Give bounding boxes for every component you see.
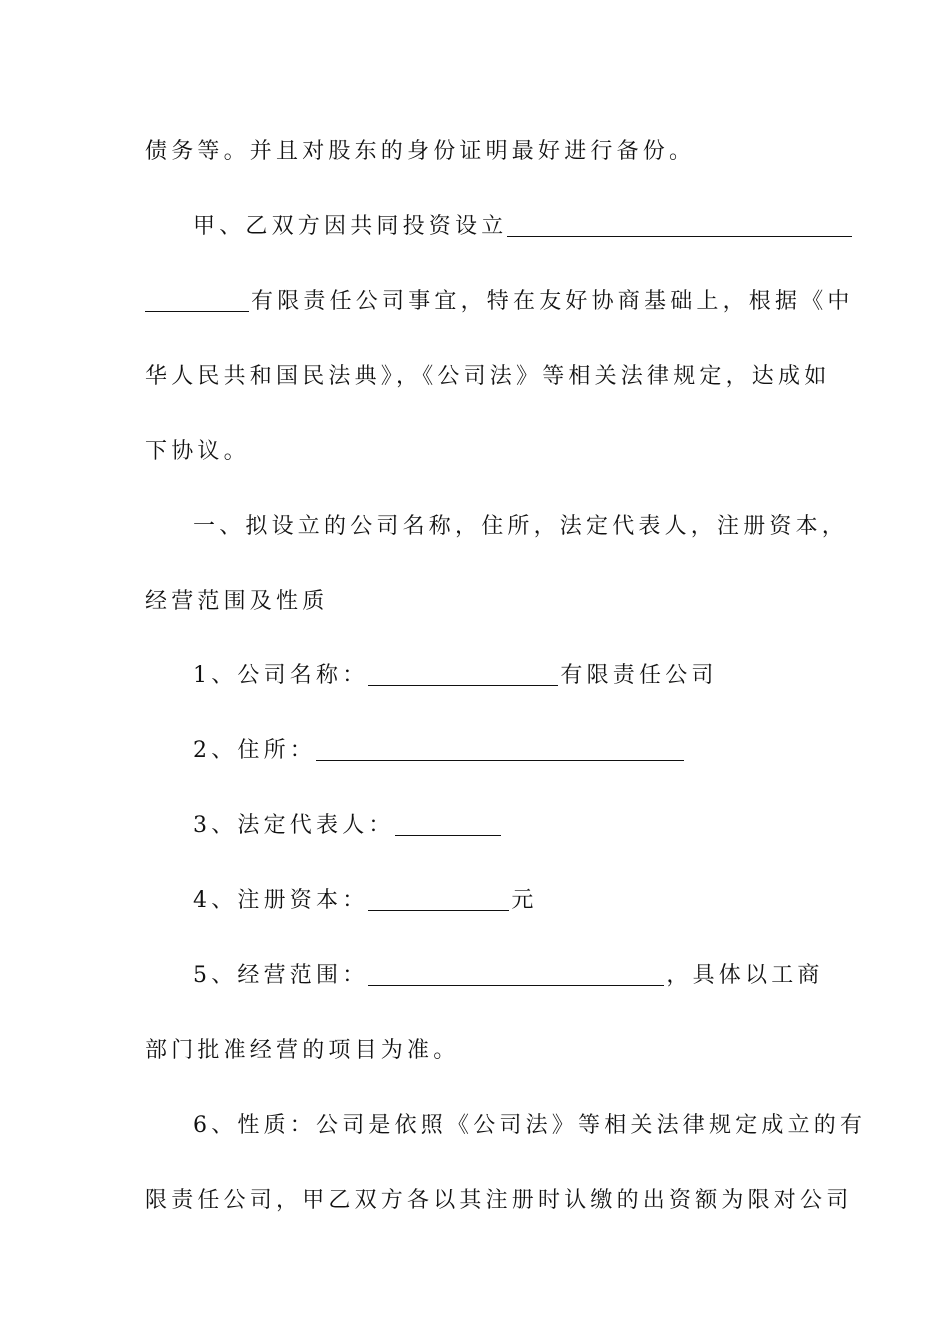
text-line [145, 287, 854, 317]
blank-field[interactable] [316, 738, 684, 761]
text-line [145, 1036, 825, 1066]
line-text: 债务等。并且对股东的身份证明最好进行备份。 [145, 139, 696, 164]
section-heading [145, 587, 825, 617]
clause-nature [193, 1111, 867, 1141]
line-text: 1、公司名称： [193, 663, 369, 688]
clause-legal-rep [193, 811, 825, 841]
line-text: 有限责任公司 [560, 663, 718, 688]
blank-company-name-cont[interactable] [145, 289, 249, 312]
section-heading [193, 512, 849, 542]
text-line [145, 362, 831, 392]
line-text: 4、注册资本： [193, 888, 369, 913]
blank-field[interactable] [368, 963, 664, 986]
line-text: 3、法定代表人： [193, 813, 395, 838]
line-text: 限责任公司，甲乙双方各以其注册时认缴的出资额为限对公司 [145, 1188, 853, 1213]
text-line [193, 212, 825, 242]
line-text: 2、住所： [193, 738, 316, 763]
line-text: ，具体以工商 [666, 963, 824, 988]
text-line [145, 1186, 853, 1216]
line-text: 一、拟设立的公司名称，住所，法定代表人，注册资本， [193, 514, 849, 539]
line-text: 经营范围及性质 [145, 589, 329, 614]
blank-company-name[interactable] [507, 214, 852, 237]
line-text: 下协议。 [145, 439, 250, 464]
line-text: 华人民共和国民法典》，《公司法》等相关法律规定，达成如 [145, 364, 831, 389]
clause-capital [193, 886, 825, 916]
line-text: 元 [511, 888, 538, 913]
line-text: 5、经营范围： [193, 963, 369, 988]
text-line [145, 137, 825, 167]
text-line [145, 437, 825, 467]
line-text: 甲、乙双方因共同投资设立 [193, 214, 508, 239]
clause-scope [193, 961, 825, 991]
blank-field[interactable] [368, 663, 558, 686]
line-text: 有限责任公司事宜，特在友好协商基础上，根据《中 [251, 289, 854, 314]
line-text: 6、性质：公司是依照《公司法》等相关法律规定成立的有 [193, 1113, 867, 1138]
clause-company-name [193, 661, 825, 691]
blank-field[interactable] [395, 813, 501, 836]
line-text: 部门批准经营的项目为准。 [145, 1038, 460, 1063]
blank-field[interactable] [368, 888, 509, 911]
clause-address [193, 736, 825, 766]
